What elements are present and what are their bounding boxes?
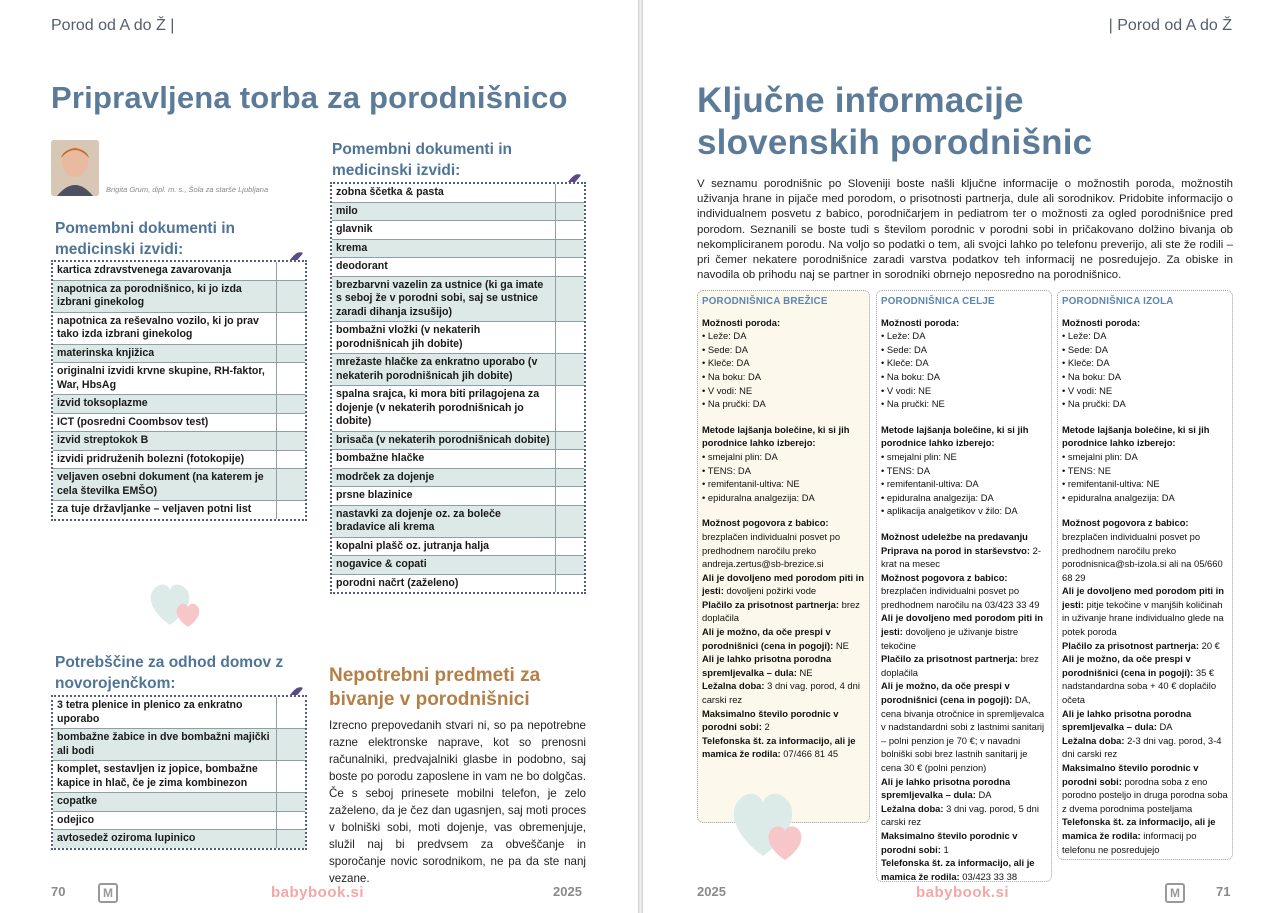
checklist-item [53,345,305,364]
checkbox[interactable] [276,469,305,500]
checklist-item [332,556,584,575]
unnecessary-heading: Nepotrebni predmeti za bivanje v porodnišnici [329,665,541,710]
checklist-item-label: izvid toksoplazme [57,397,148,409]
checklist-item [332,386,584,432]
checklist-item [53,451,305,470]
checklist-item [53,501,305,519]
checklist-item [332,240,584,259]
bullet-item: • Leže: DA [1062,329,1228,343]
checklist-item-label: milo [336,204,358,217]
checklist-item [332,432,584,451]
checkbox[interactable] [555,556,584,574]
checkbox[interactable] [276,262,305,280]
checklist-item [332,575,584,593]
checklist-item-label: bombažne žabice in dve bombažni majički ali bodi [57,731,270,757]
left-page [0,0,638,913]
checkbox[interactable] [555,354,584,385]
checklist-item [332,506,584,538]
checkbox[interactable] [276,451,305,469]
checkbox[interactable] [555,240,584,258]
magazine-logo: M [98,883,118,903]
checklist-item [53,363,305,395]
bullet-item: • Na boku: DA [881,370,1047,384]
checklist-item-label: copatke [57,795,98,807]
checkbox[interactable] [555,184,584,202]
checklist-item [53,414,305,433]
checklist-item [53,432,305,451]
checkbox[interactable] [555,450,584,468]
checkbox[interactable] [555,469,584,487]
page-title: Pripravljena torba za porodnišnico [51,80,568,115]
bullet-item: • Na pručki: DA [1062,397,1228,411]
checklist-item [332,258,584,277]
bullet-item: • Na pručki: NE [881,397,1047,411]
checklist-item-label: deodorant [336,260,388,272]
checkbox[interactable] [555,432,584,450]
checklist-item-label: glavnik [336,223,373,235]
checklist-item-label: mrežaste hlačke za enkratno uporabo (v nekaterih porodnišnicah jih dobite) [336,356,538,382]
checkbox[interactable] [555,203,584,221]
checklist-item-label: spalna srajca, ki mora biti prilagojena za dojenje (v nekaterih porodnišnicah jo dobite) [336,388,540,427]
hearts-decoration [727,776,817,862]
checklist-item [332,277,584,323]
checklist-item [53,281,305,313]
checkbox[interactable] [276,793,305,811]
checkbox[interactable] [555,506,584,537]
brand-logo: babybook.si [271,884,365,901]
page-number: 70 [51,884,66,899]
checklist-item-label: zobna ščetka & pasta [336,186,444,198]
checklist-item [53,469,305,501]
checklist-item-label: komplet, sestavljen iz jopice, bombažne kapice in hlač, če je zima kombinezon [57,763,258,789]
checkbox[interactable] [276,812,305,830]
bullet-item: • smejalni plin: NE [881,450,1047,464]
checkbox[interactable] [276,313,305,344]
checklist-item-label: 3 tetra plenice in plenico za enkratno uporabo [57,699,243,725]
checklist-item [53,761,305,793]
bullet-item: • Sede: DA [1062,343,1228,357]
hospital-card-izola: PORODNIŠNICA IZOLA Možnosti poroda: • Leže: DA • Sede: DA • Kleče: DA • Na boku: DA • V vodi: NE • Na pručki: DA Metode lajšanja bolečine, ki si jih porodnice lahko izberejo: • smejalni plin: DA • TENS: NE • remifentanil-ultiva: NE • epiduralna analgezija: DA Možnost pogovora z babico: brezplačen individualni posvet po predhodnem naročilu preko porodnisnica@sb-izola.si ali na 05/660 68 29 Ali je dovoljeno med porodom piti in jesti: pitje tekočine v manjših količinah in uživanje hrane individualno glede na potek poroda Plačilo za prisotnost partnerja: 20 € Ali je možno, da oče prespi v porodnišnici (cena in pogoji): 35 € nadstandardna soba + 40 € doplačilo očeta Ali je lahko prisotna porodna spremljevalka – dula: DA Ležalna doba: 2-3 dni vag. porod, 3-4 dni carski rez Maksimalno število porodnic v porodni sobi: porodna soba z eno porodno posteljo in druga porodna soba z dvema porodnima posteljama Telefonska št. za informacijo, ali je mamica že rodila: informacij po telefonu ne posredujejo [1057,290,1233,860]
bullet-item: • aplikacija analgetikov v žilo: DA [881,504,1047,518]
intro-text: V seznamu porodnišnic po Sloveniji boste našli ključne informacije o možnostih poroda, možnostih uživanja hrane in pijače med porodom, o prisotnosti partnerja, dule ali sorodnikov. Pridobite informacijo o individualnem posvetu z babico, porodničarjem in pediatrom ter o možnosti za ogled porodnišnice pred porodom. Seznanili se boste tudi s številom porodnic v porodni sobi in pričakovano dolžino bivanja ob nekompliciranem porodu. Na voljo so podatki o tem, ali svojci lahko po telefonu preverijo, ali ste že rodili – pri čemer nekatere porodnišnice zaradi varstva podatkov teh informacij ne posredujejo. Za obiske in navodila ob prihodu naj se partner in sorodniki obrnejo neposredno na porodnišnico. [697,178,1233,282]
checkbox[interactable] [555,386,584,431]
running-head: Porod od A do Ž | [51,17,175,34]
list3-heading: Potrebščine za odhod domov z novorojenčkom: [55,654,284,692]
checklist-item [332,322,584,354]
checkbox[interactable] [555,258,584,276]
checklist-documents [51,260,307,521]
checklist-item [332,203,584,222]
hearts-decoration [146,573,212,629]
checklist-item-label: ICT (posredni Coombsov test) [57,415,209,428]
checklist-item [53,395,305,414]
brand-logo: babybook.si [916,884,1010,901]
checklist-item [53,812,305,831]
bullet-item: • remifentanil-ultiva: NE [702,477,865,491]
checklist-item [332,469,584,488]
bullet-item: • epiduralna analgezija: DA [1062,491,1228,505]
bullet-item: • smejalni plin: DA [702,450,865,464]
bullet-item: • Leže: DA [702,329,865,343]
checklist-item-label: prsne blazinice [336,489,413,501]
bullet-item: • epiduralna analgezija: DA [702,491,865,505]
checklist-item [332,487,584,506]
checkbox[interactable] [555,575,584,593]
bullet-item: • V vodi: NE [1062,384,1228,398]
checkbox[interactable] [276,345,305,363]
checklist-item [332,450,584,469]
checkbox[interactable] [276,414,305,432]
checklist-item-label: avtosedež oziroma lupinico [57,832,196,844]
checkbox[interactable] [276,432,305,450]
checklist-item [53,830,305,848]
checklist-item-label: originalni izvidi krvne skupine, RH-faktor, War, HbsAg [57,365,265,391]
magazine-logo: M [1165,883,1185,903]
checkbox[interactable] [555,277,584,322]
checklist-item-label: nastavki za dojenje oz. za boleče bradavice ali krema [336,507,501,533]
checkbox[interactable] [555,487,584,505]
hospital-name: PORODNIŠNICA BREŽICE [702,296,828,307]
bullet-item: • Sede: DA [702,343,865,357]
checklist-item-label: napotnica za porodnišnico, ki jo izda izbrani ginekolog [57,282,242,308]
checklist-item [53,793,305,812]
checkbox[interactable] [555,221,584,239]
bullet-item: • TENS: DA [702,464,865,478]
year-label: 2025 [697,884,726,899]
checkbox[interactable] [276,395,305,413]
hospital-card-celje: PORODNIŠNICA CELJE Možnosti poroda: • Leže: DA • Sede: DA • Kleče: DA • Na boku: DA • V vodi: NE • Na pručki: NE Metode lajšanja bolečine, ki si jih porodnice lahko izberejo: • smejalni plin: NE • TENS: DA • remifentanil-ultiva: DA • epiduralna analgezija: DA • aplikacija analgetikov v žilo: DA Možnost udeležbe na predavanju Priprava na porod in starševstvo: 2-krat na mesec Možnost pogovora z babico: brezplačen individualni posvet po predhodnem naročilu na 03/423 33 49 Ali je dovoljeno med porodom piti in jesti: dovoljeno je uživanje bistre tekočine Plačilo za prisotnost partnerja: brez doplačila Ali je možno, da oče prespi v porodnišnici (cena in pogoji): DA, cena bivanja otročnice in spremljevalca v nadstandardni sobi z lastnimi sanitarij – polni penzion je 70 €; v navadni bolniški sobi brez lastnih sanitarij je cena 30 € (polni penzion) Ali je lahko prisotna porodna spremljevalka – dula: DA Ležalna doba: 3 dni vag. porod, 5 dni carski rez Maksimalno število porodnic v porodni sobi: 1 Telefonska št. za informacijo, ali je mamica že rodila: 03/423 33 38 [876,290,1052,882]
bullet-item: • TENS: DA [881,464,1047,478]
checklist-item-label: krema [336,241,368,254]
checklist-item [53,697,305,729]
checklist-going-home [51,695,307,850]
checklist-item-label: bombažni vložki (v nekaterih porodnišnicah jih dobite) [336,324,481,350]
checklist-item-label: izvidi pridruženih bolezni (fotokopije) [57,452,245,465]
checkbox[interactable] [276,363,305,394]
checklist-item [53,313,305,345]
author-caption: Brigita Grum, dipl. m. s., Šola za starše Ljubljana [106,185,269,194]
checklist-item-label: bombažne hlačke [336,452,425,464]
bullet-item: • Kleče: DA [1062,356,1228,370]
checkbox[interactable] [276,830,305,848]
checklist-item-label: za tuje državljanke – veljaven potni list [57,503,252,515]
checklist-item-label: materinska knjižica [57,346,155,359]
checkbox[interactable] [555,322,584,353]
right-page [643,0,1281,913]
bullet-item: • remifentanil-ultiva: DA [881,477,1047,491]
running-head: | Porod od A do Ž [1108,17,1232,34]
checklist-toiletries [330,182,586,594]
checklist-item-label: brisača (v nekaterih porodnišnicah dobite) [336,433,550,446]
bullet-item: • V vodi: NE [702,384,865,398]
checklist-item-label: izvid streptokok B [57,434,149,446]
bullet-item: • Na boku: DA [702,370,865,384]
hospital-name: PORODNIŠNICA CELJE [881,296,995,307]
checklist-item [53,262,305,281]
hospital-card-brezice: PORODNIŠNICA BREŽICE Možnosti poroda: • Leže: DA • Sede: DA • Kleče: DA • Na boku: DA • V vodi: NE • Na pručki: DA Metode lajšanja bolečine, ki si jih porodnice lahko izberejo: • smejalni plin: DA • TENS: DA • remifentanil-ultiva: NE • epiduralna analgezija: DA Možnost pogovora z babico: brezplačen individualni posvet po predhodnem naročilu preko andreja.zertus@sb-brezice.si Ali je dovoljeno med porodom piti in jesti: dovoljeni požirki vode Plačilo za prisotnost partnerja: brez doplačila Ali je možno, da oče prespi v porodnišnici (cena in pogoji): NE Ali je lahko prisotna porodna spremljevalka – dula: NE Ležalna doba: 3 dni vag. porod, 4 dni carski rez Maksimalno število porodnic v porodni sobi: 2 Telefonska št. za informacijo, ali je mamica že rodila: 07/466 81 45 [697,290,870,823]
author-photo [51,140,99,196]
year-label: 2025 [553,884,582,899]
bullet-item: • Kleče: DA [881,356,1047,370]
checkbox[interactable] [555,538,584,556]
list2-heading: Pomembni dokumenti in medicinski izvidi: [332,141,512,179]
bullet-item: • Na pručki: DA [702,397,865,411]
page-number: 71 [1216,884,1231,899]
checklist-item-label: kartica zdravstvenega zavarovanja [57,264,232,276]
bullet-item: • smejalni plin: DA [1062,450,1228,464]
page-title: Ključne informacije slovenskih porodnišnic [697,81,1093,162]
unnecessary-text: Izrecno prepovedanih stvari ni, so pa nepotrebne razne elektronske naprave, kot so prenosni računalniki, predvajalniki glasbe in podobno, saj boste po porodu zaposlene in vam ne bo dolgčas. Če s seboj prinesete mobilni telefon, je zelo zaželeno, da je čez dan ugasnjen, saj moti proces v bolniški sobi, moti dojenje, vas obremenjuje, služil naj bi predvsem za obveščanje in sporočanje novic sorodnikom, ne pa da ste nanj vezane. [329,719,586,885]
hospital-name: PORODNIŠNICA IZOLA [1062,296,1174,307]
bullet-item: • Leže: DA [881,329,1047,343]
checklist-item-label: nogavice & copati [336,558,427,570]
list1-heading: Pomembni dokumenti in medicinski izvidi: [55,220,235,258]
checklist-item-label: odejico [57,813,95,826]
checklist-item [332,354,584,386]
checklist-item [53,729,305,761]
bullet-item: • Kleče: DA [702,356,865,370]
checklist-item-label: brezbarvni vazelin za ustnice (ki ga imate s seboj že v porodni sobi, saj se ustnice zaradi dihanja izsušijo) [336,278,544,318]
checkbox[interactable] [276,501,305,519]
checklist-item-label: napotnica za reševalno vozilo, ki jo prav tako izda izbrani ginekolog [57,314,259,340]
checklist-item [332,184,584,203]
bullet-item: • Na boku: DA [1062,370,1228,384]
checkbox[interactable] [276,281,305,312]
checklist-item-label: veljaven osebni dokument (na katerem je cela številka EMŠO) [57,471,264,497]
bullet-item: • V vodi: NE [881,384,1047,398]
bullet-item: • Sede: DA [881,343,1047,357]
bullet-item: • TENS: NE [1062,464,1228,478]
checklist-item-label: modrček za dojenje [336,470,435,483]
checklist-item-label: kopalni plašč oz. jutranja halja [336,539,490,552]
checkbox[interactable] [276,761,305,792]
checklist-item-label: porodni načrt (zaželeno) [336,576,459,589]
bullet-item: • remifentanil-ultiva: NE [1062,477,1228,491]
checkbox[interactable] [276,697,305,728]
checklist-item [332,538,584,557]
checklist-item [332,221,584,240]
bullet-item: • epiduralna analgezija: DA [881,491,1047,505]
checkbox[interactable] [276,729,305,760]
